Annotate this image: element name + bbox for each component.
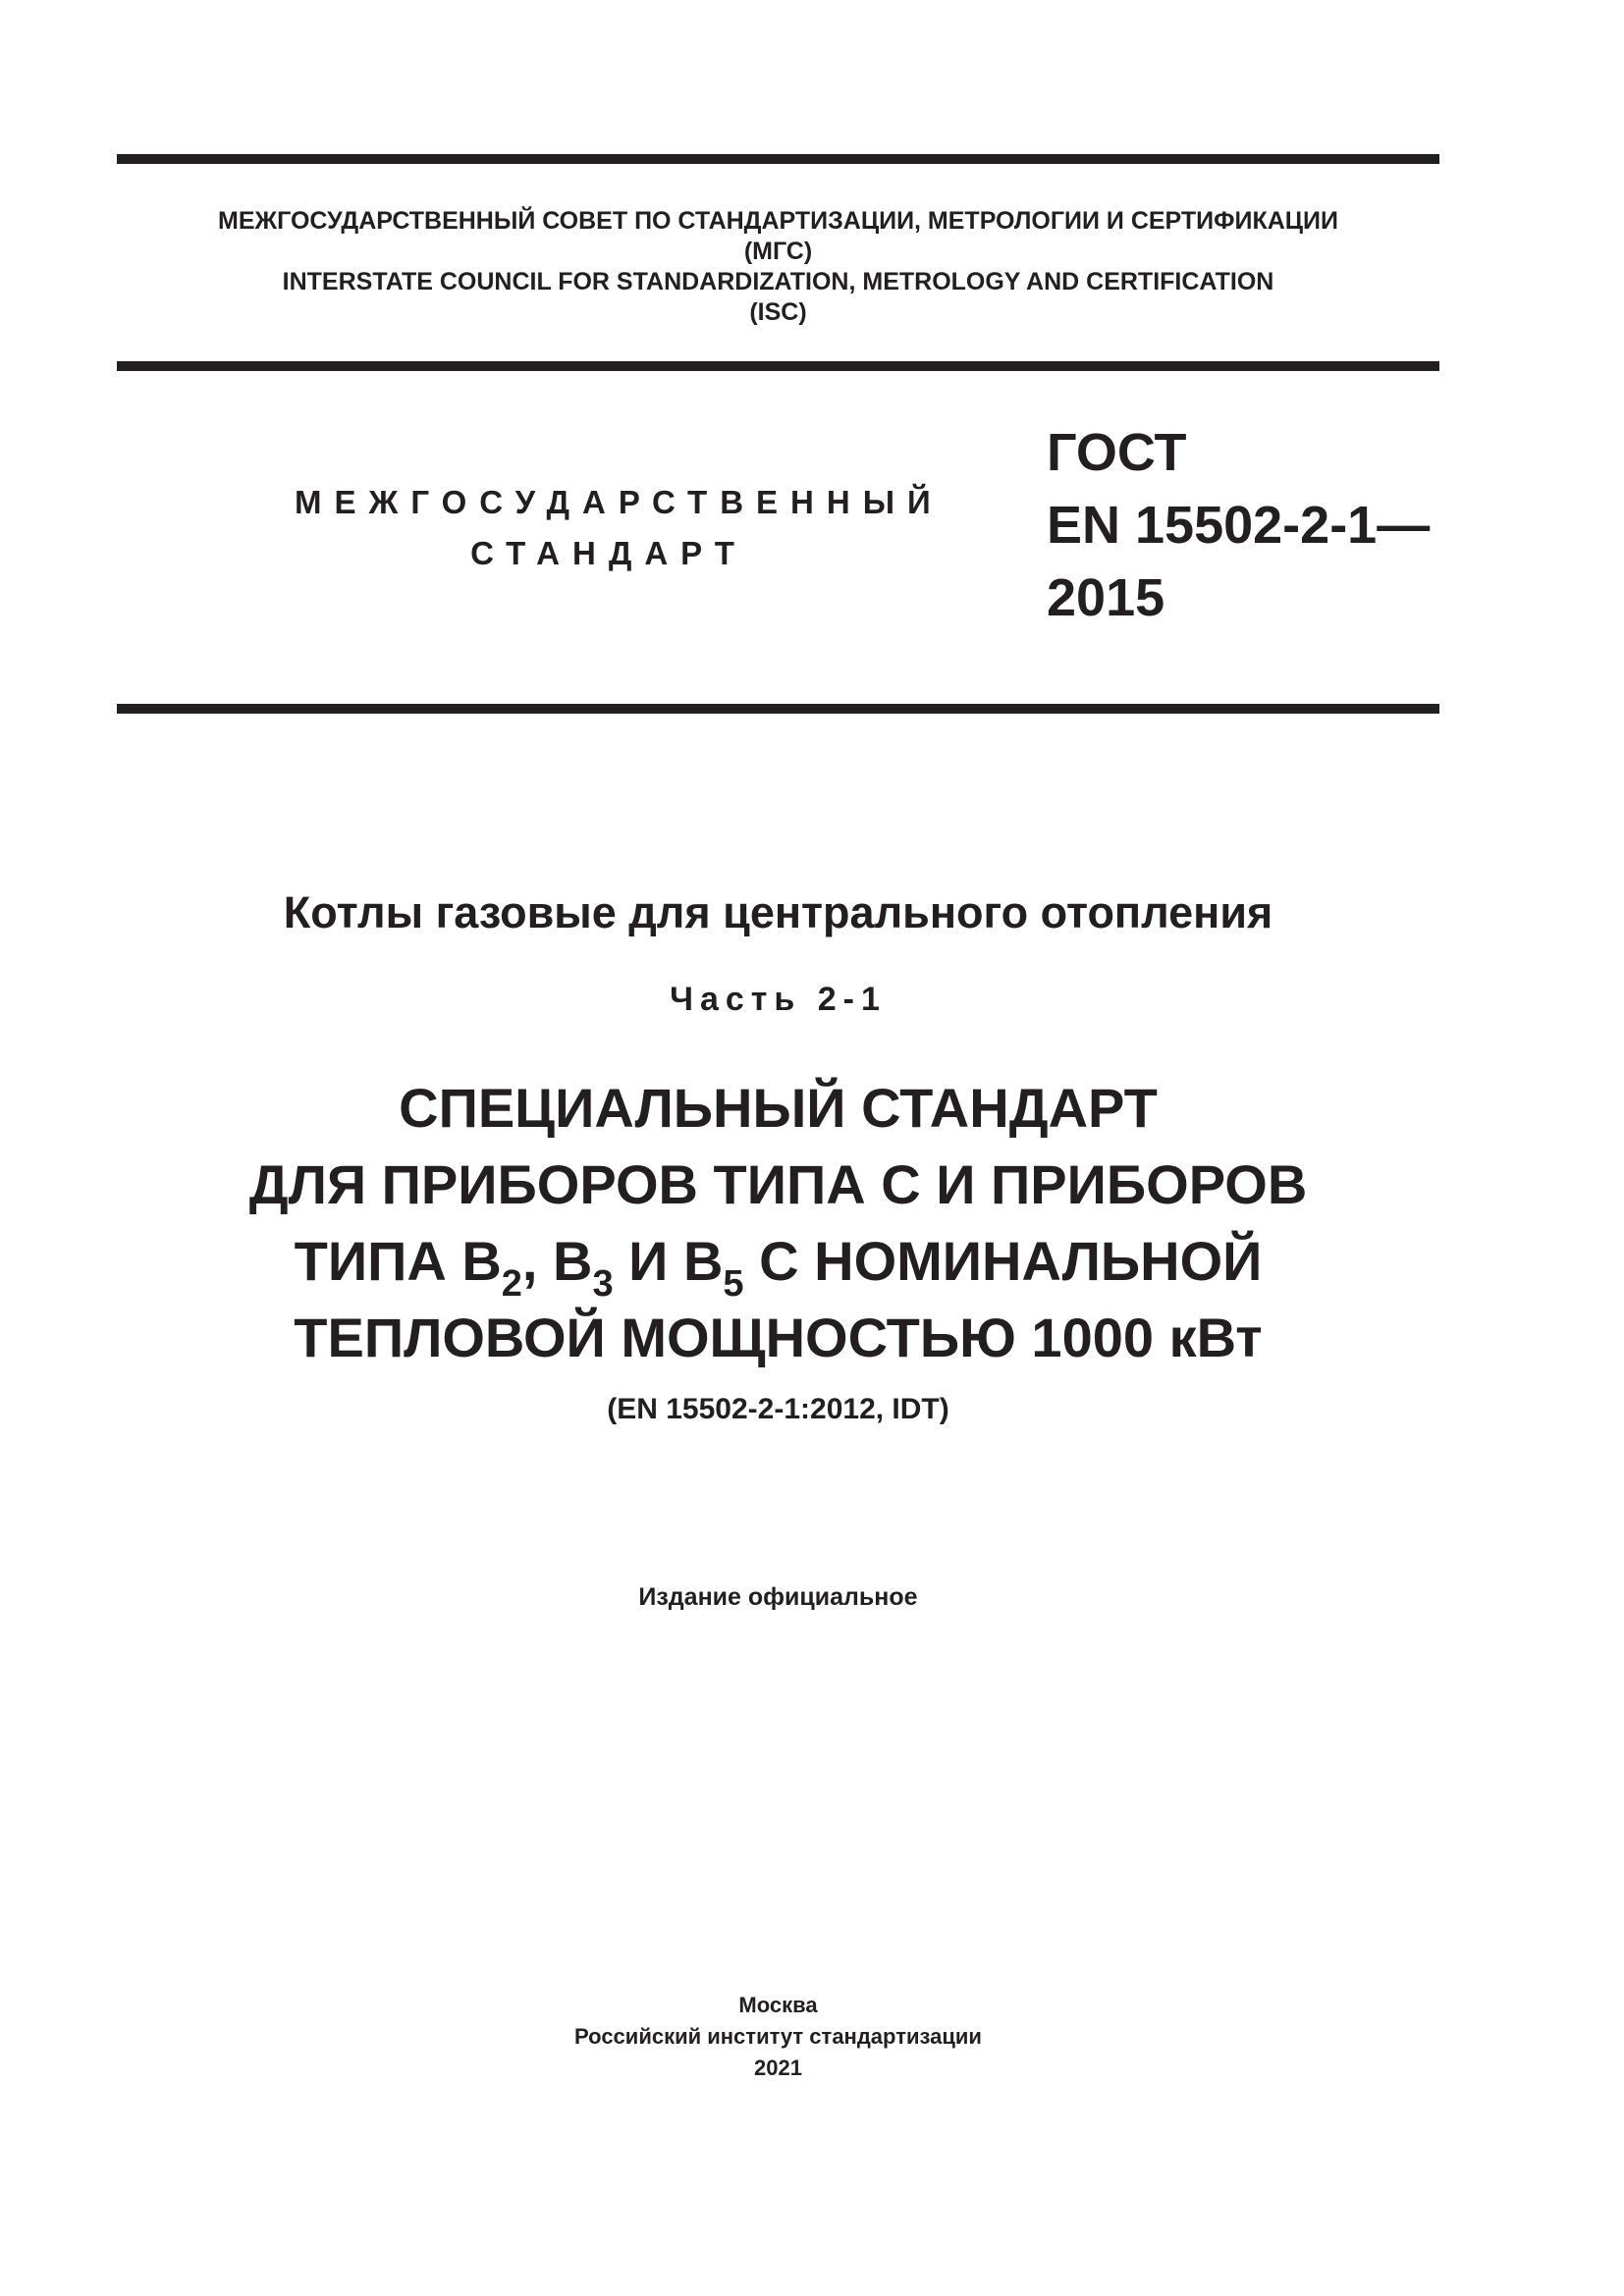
council-abbr-ru: (МГС) [743,238,813,265]
subtitle-line2: ДЛЯ ПРИБОРОВ ТИПА С И ПРИБОРОВ [248,1153,1308,1215]
council-header [117,206,1439,328]
standard-kind-line1: МЕЖГОСУДАРСТВЕННЫЙ [295,484,944,520]
subtitle-line1: СПЕЦИАЛЬНЫЙ СТАНДАРТ [399,1077,1158,1139]
council-name-en: INTERSTATE COUNCIL FOR STANDARDIZATION, METROLOGY AND CERTIFICATION [282,268,1274,295]
subtitle-line3: ТИПА $В_2$, $В_3$ И $В_5$ С НОМИНАЛЬНОЙ [294,1230,1263,1305]
document-subtitle [117,1070,1439,1376]
designation-line3: 2015 [1047,568,1165,627]
equivalence-note: (EN 15502-2-1:2012, IDT) [607,1393,949,1425]
publisher-city: Москва [738,1993,818,2017]
designation-rule [117,704,1439,714]
publication-year: 2021 [754,2056,802,2080]
standard-kind [295,477,944,579]
subtitle-line4: ТЕПЛОВОЙ МОЩНОСТЬЮ 1000 кВт [294,1307,1263,1368]
standard-kind-line2: СТАНДАРТ [470,535,747,571]
council-abbr-en: (ISC) [749,298,807,326]
publisher-block [117,1990,1439,2084]
standard-designation [1047,416,1430,634]
designation-line1: ГОСТ [1047,423,1187,482]
top-rule [117,154,1439,164]
council-name-ru: МЕЖГОСУДАРСТВЕННЫЙ СОВЕТ ПО СТАНДАРТИЗАЦИИ, МЕТРОЛОГИИ И СЕРТИФИКАЦИИ [218,207,1338,235]
header-rule [117,361,1439,371]
publisher-name: Российский институт стандартизации [574,2024,982,2049]
edition-label: Издание официальное [638,1583,918,1611]
designation-line2: EN 15502-2-1— [1047,496,1431,555]
document-title: Котлы газовые для центрального отопления [283,887,1273,937]
part-label: Часть 2-1 [670,981,887,1018]
